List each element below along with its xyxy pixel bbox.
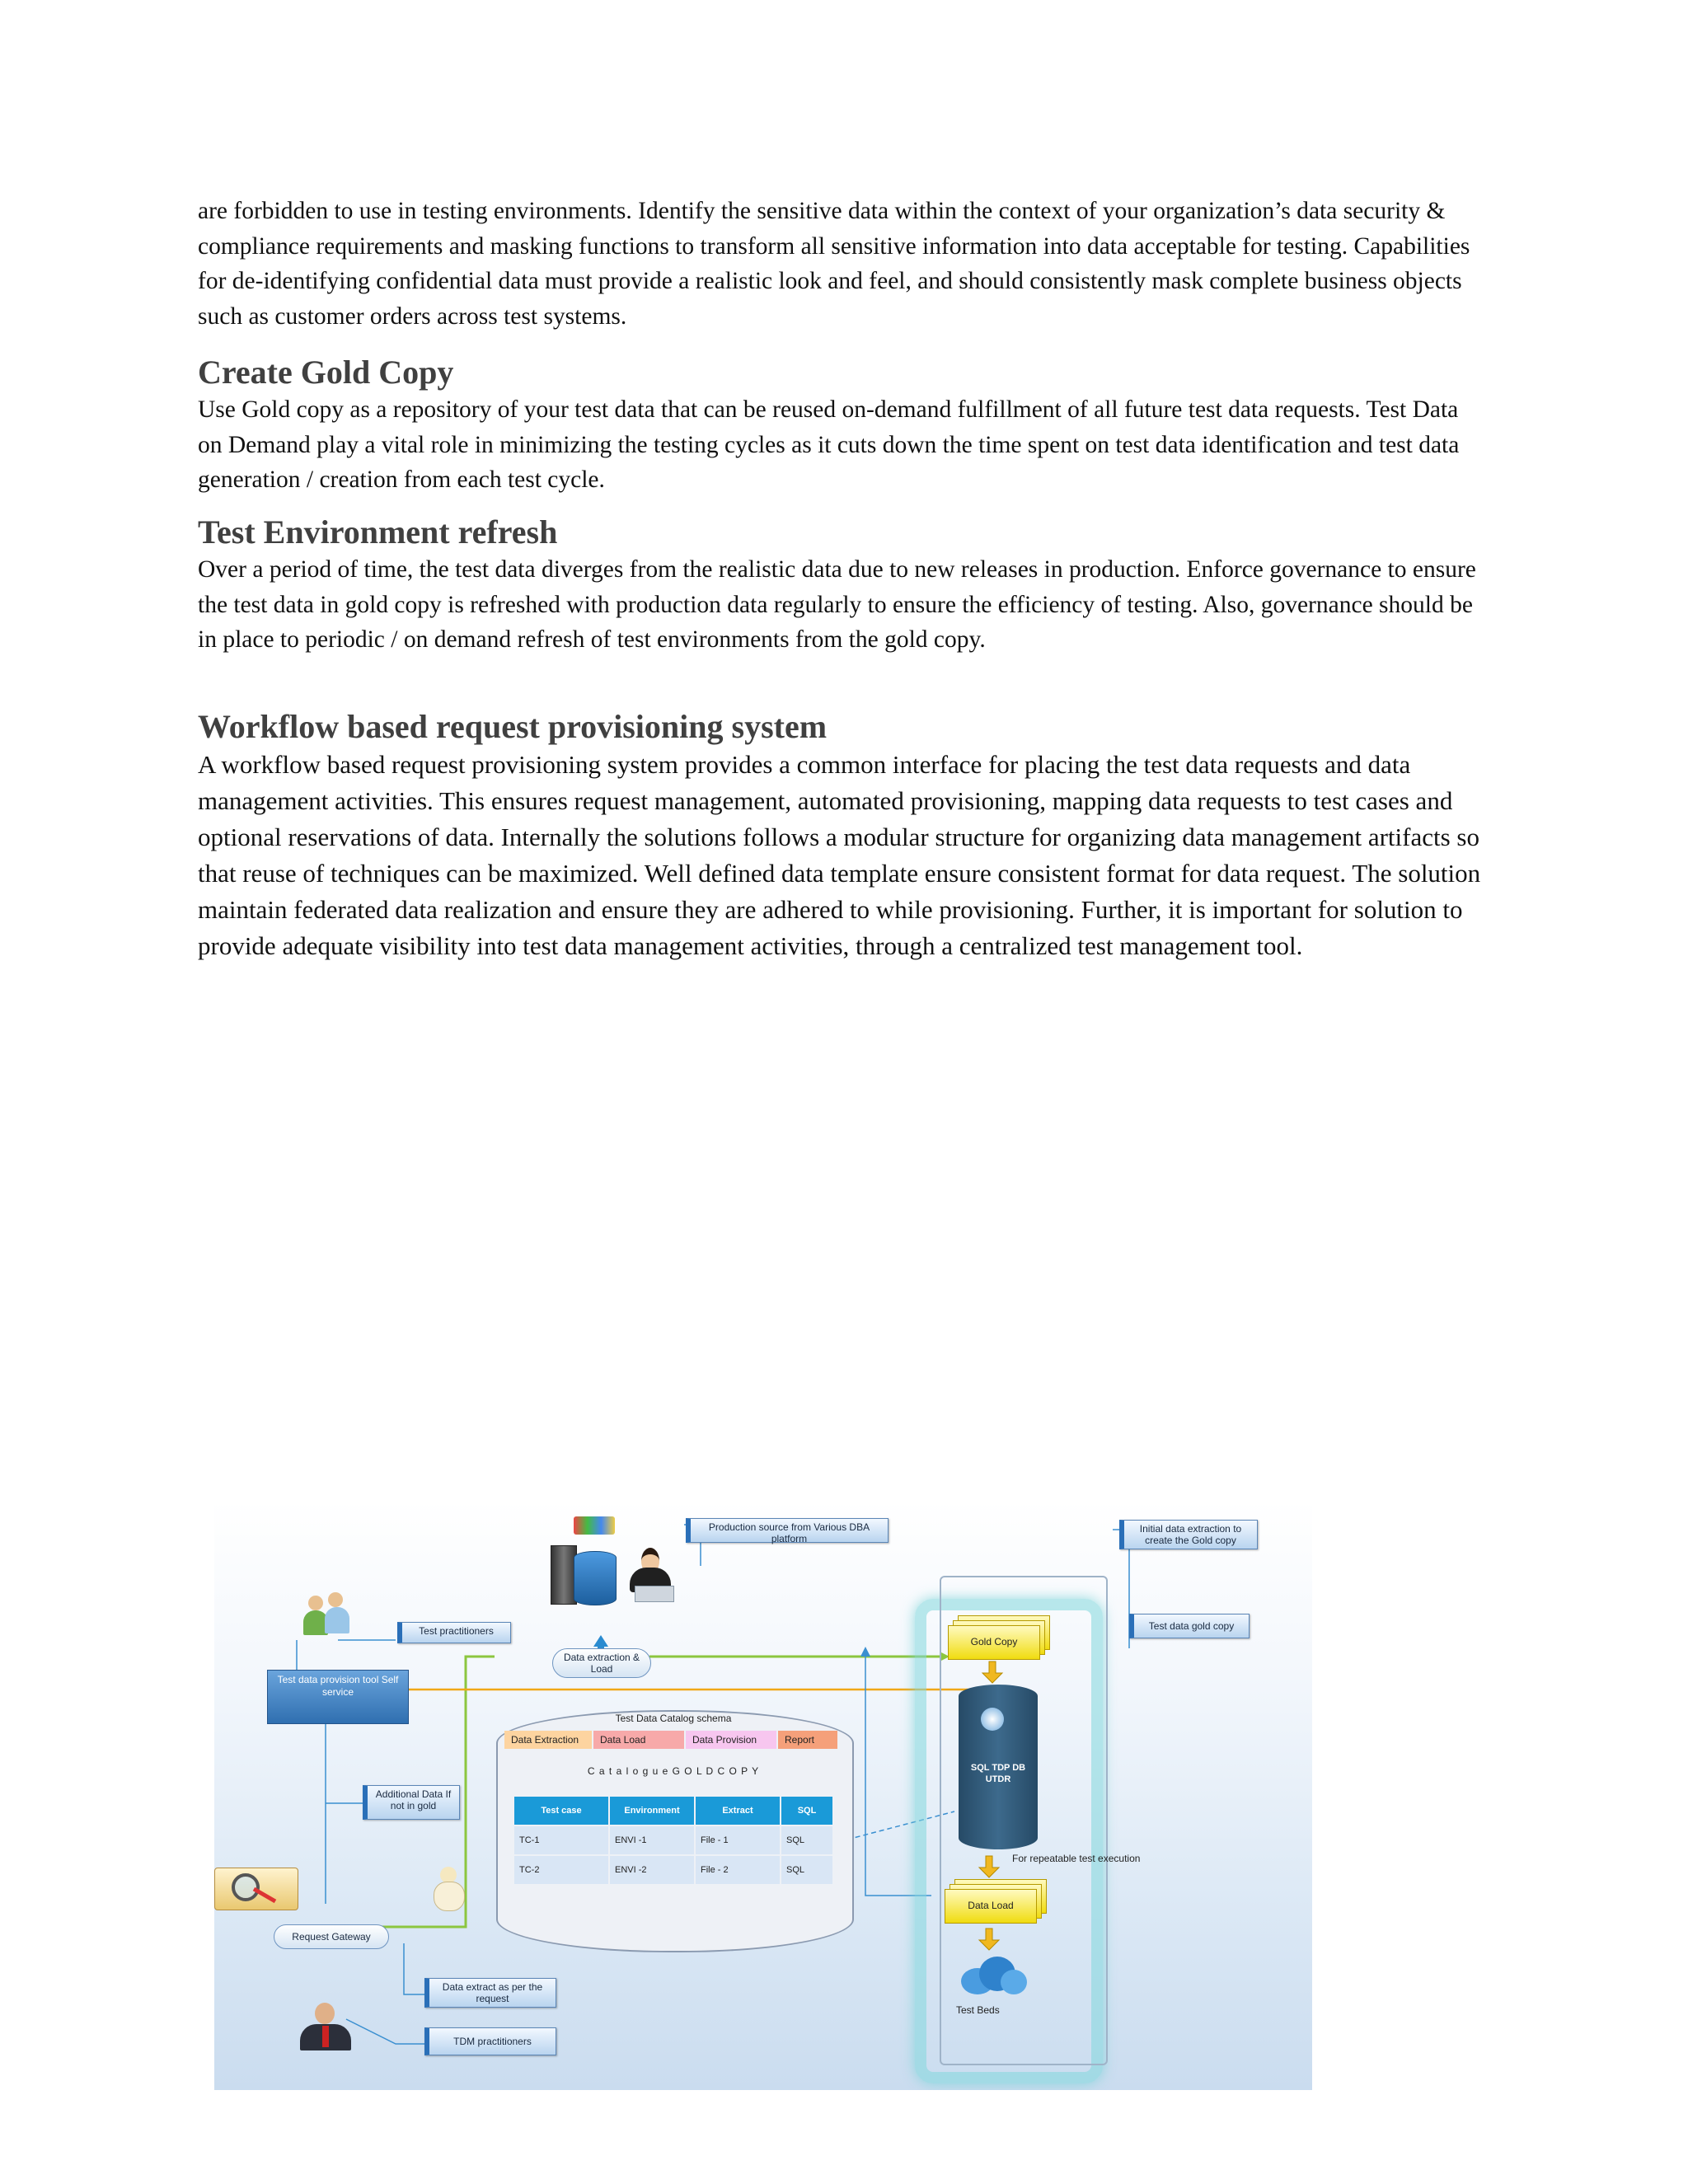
tdm-practitioners-label: TDM practitioners [424, 2027, 556, 2055]
initial-extraction-label: Initial data extraction to create the Gold copy [1119, 1520, 1258, 1549]
data-load-box: Data Load [945, 1889, 1037, 1924]
segment-data-provision: Data Provision [686, 1731, 776, 1749]
analyst-person-icon [626, 1548, 676, 1607]
test-beds-cloud-icon [956, 1953, 1030, 1999]
intro-section [198, 194, 1484, 334]
env-refresh-heading: Test Environment refresh [198, 513, 558, 551]
repeatable-label: For repeatable test execution [1012, 1853, 1141, 1864]
tdm-practitioner-icon [297, 2003, 354, 2052]
col-test-case: Test case [514, 1797, 608, 1825]
catalog-table [513, 1795, 834, 1886]
col-sql: SQL [781, 1797, 832, 1825]
intro-paragraph: are forbidden to use in testing environments. Identify the sensitive data within the context of your organization’s data security & compliance requirements and masking functions to transform all sensitive information into data acceptable for testing. Capabilities for de-identifying confidential data must provide a realistic look and feel, and should consistently mask complete business objects such as customer orders across test systems. [198, 198, 1470, 330]
globe-icon [981, 1708, 1004, 1731]
workflow-heading: Workflow based request provisioning system [198, 708, 828, 745]
table-cell: SQL [781, 1826, 832, 1854]
table-row [514, 1826, 832, 1854]
gold-copy-label: Test data gold copy [1129, 1614, 1250, 1638]
env-refresh-paragraph: Over a period of time, the test data diverges from the realistic data due to new releases in production. Enforce governance to ensure the test data in gold copy is refreshed with production data regularly to ensure the efficiency of testing. Also, governance should be in place to periodic / on demand refresh of test environments from the gold copy. [198, 556, 1476, 653]
workflow-body [198, 747, 1484, 964]
gold-copy-section [198, 353, 1484, 392]
catalog-subtitle: C a t a l o g u e G O L D C O P Y [587, 1765, 760, 1777]
table-cell: File - 2 [696, 1856, 780, 1884]
gold-copy-box: Gold Copy [948, 1625, 1040, 1660]
catalog-title: Test Data Catalog schema [615, 1713, 732, 1724]
gold-copy-paragraph: Use Gold copy as a repository of your test data that can be reused on-demand fulfillment of all future test data requests. Test Data on Demand play a vital role in minimizing the testing cycles as it cuts down the time spent on test data identification and test data generation / creation from each test cycle. [198, 396, 1460, 493]
col-environment: Environment [610, 1797, 694, 1825]
test-practitioners-icon [303, 1591, 353, 1640]
table-cell: File - 1 [696, 1826, 780, 1854]
data-extraction-load-node: Data extraction & Load [552, 1648, 651, 1678]
magnifier-documents-icon [214, 1868, 298, 1910]
production-source-label: Production source from Various DBA platform [686, 1518, 889, 1543]
request-gateway-node: Request Gateway [274, 1924, 389, 1949]
table-cell: TC-2 [514, 1856, 608, 1884]
user-figure-icon [430, 1867, 467, 1916]
workflow-section [198, 707, 1484, 747]
table-cell: SQL [781, 1856, 832, 1884]
env-refresh-body [198, 552, 1484, 658]
test-practitioners-label: Test practitioners [397, 1622, 511, 1643]
workflow-paragraph: A workflow based request provisioning system provides a common interface for placing the test data requests and data management activities. This ensures request management, automated provisioning, mapping data requests to test cases and optional reservations of data. Internally the solutions follows a modular structure for organizing data management artifacts so that reuse of techniques can be maximized. Well defined data template ensure consistent format for data request. The solution maintain federated data realization and ensure they are adhered to while provisioning. Further, it is important for solution to provide adequate visibility into test data management activities, through a centralized test management tool. [198, 750, 1481, 960]
sql-db-label: SQL TDP DB UTDR [970, 1763, 1026, 1784]
blue-line-tdm [346, 2019, 424, 2044]
database-icon [574, 1551, 617, 1605]
test-data-tool-box: Test data provision tool Self service [267, 1670, 409, 1724]
segment-report: Report [778, 1731, 837, 1749]
test-beds-label: Test Beds [956, 2004, 1000, 2016]
segment-data-extraction: Data Extraction [504, 1731, 592, 1749]
segment-data-load: Data Load [593, 1731, 684, 1749]
blue-arrow-head [593, 1635, 608, 1647]
gold-copy-heading: Create Gold Copy [198, 354, 454, 391]
env-refresh-section [198, 513, 1484, 552]
additional-data-label: Additional Data If not in gold [363, 1785, 460, 1820]
table-cell: ENVI -2 [610, 1856, 694, 1884]
table-cell: TC-1 [514, 1826, 608, 1854]
data-extract-request-label: Data extract as per the request [424, 1978, 556, 2008]
blue-arrow-up [860, 1647, 870, 1657]
data-cubes-icon [574, 1516, 615, 1535]
gold-copy-body [198, 392, 1484, 498]
tdm-architecture-diagram [214, 1500, 1312, 2090]
table-row [514, 1856, 832, 1884]
col-extract: Extract [696, 1797, 780, 1825]
table-cell: ENVI -1 [610, 1826, 694, 1854]
